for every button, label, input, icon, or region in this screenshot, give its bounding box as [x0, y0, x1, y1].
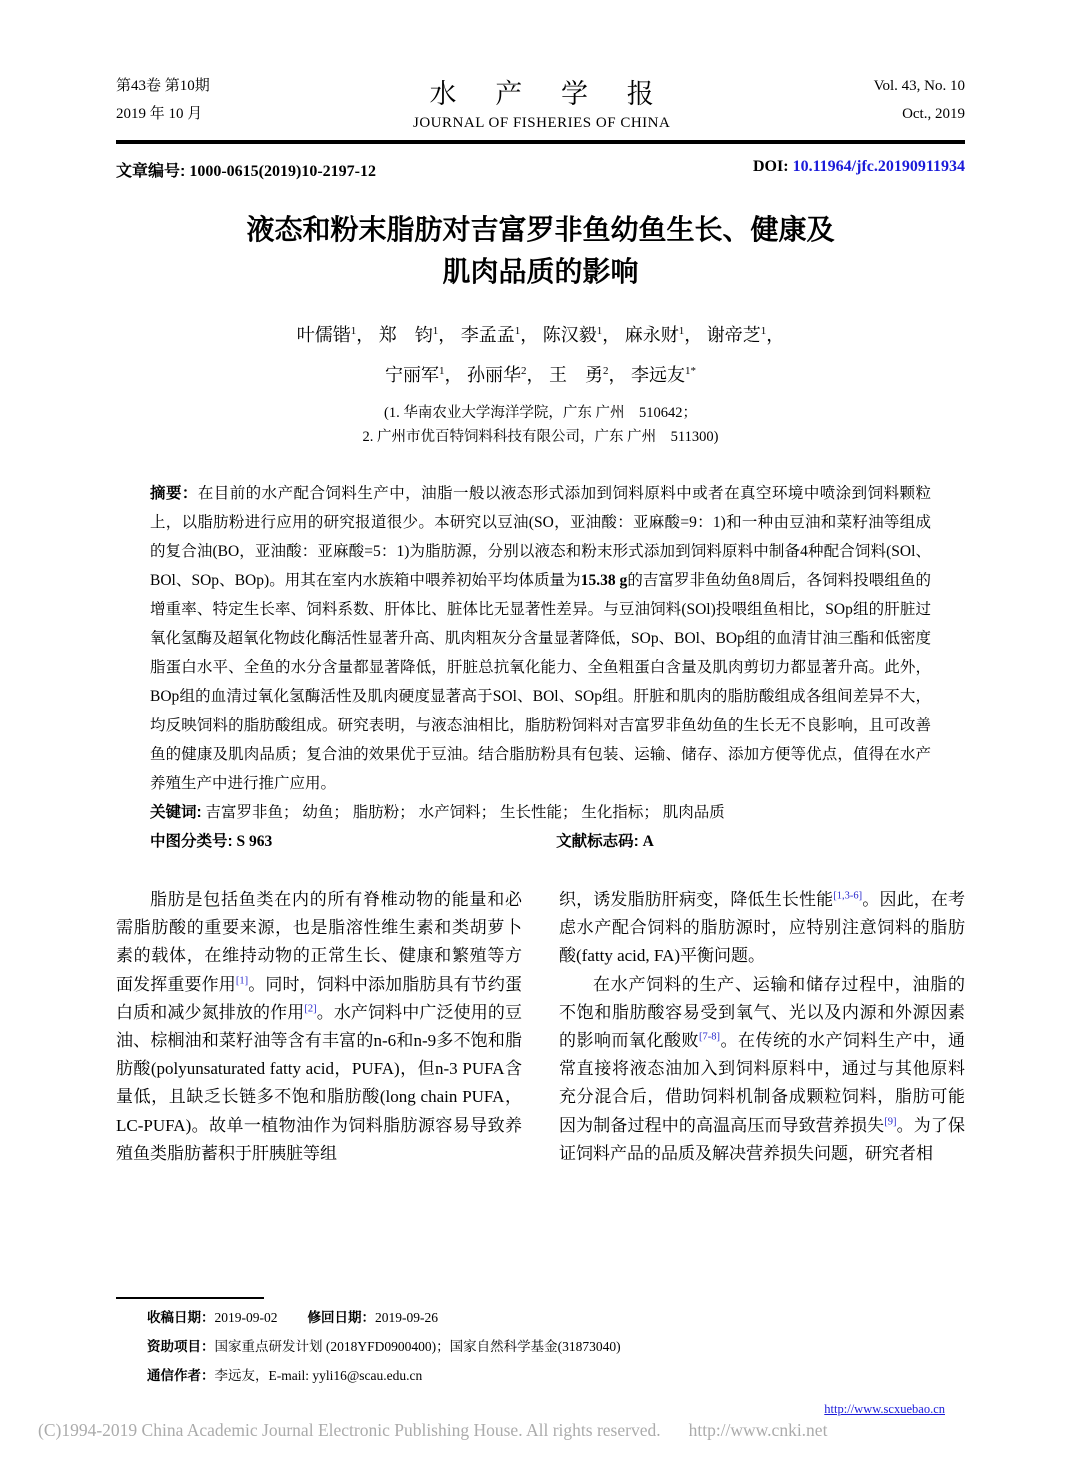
body-text: 。同时，饲料中添加脂肪具有节约蛋白质和减少氮排放的作用	[116, 974, 523, 1022]
author	[379, 325, 461, 345]
corresponding-author-label: 通信作者：	[147, 1368, 215, 1383]
article-number-label: 文章编号:	[116, 163, 186, 180]
header-divider	[116, 140, 965, 144]
abstract-label: 摘要：	[150, 485, 198, 502]
author-affil-sup: 1	[439, 365, 445, 377]
body-text: 。因此，在考虑水产配合饲料的脂肪源时，应特别注意饲料的脂肪酸(fatty acid, FA)平衡问题。	[559, 890, 965, 966]
author	[467, 365, 549, 385]
authors-line1	[116, 313, 965, 353]
author-affil-sup: 1*	[685, 365, 696, 377]
author-separator: ，	[444, 365, 467, 385]
body-text: 在水产饲料的生产、运输和储存过程中，油脂的不饱和脂肪酸容易受到氧气、光以及内源和外源因素的影响而氧化酸败	[559, 974, 965, 1051]
author-name: 李孟孟	[460, 325, 515, 345]
funding-text: 国家重点研发计划 (2018YFD0900400)；国家自然科学基金(31873040)	[214, 1339, 621, 1354]
author-affil-sup: 1	[678, 325, 685, 337]
journal-title-cn: 水 产 学 报	[429, 79, 670, 109]
clc-value: S 963	[236, 833, 273, 850]
footnote-funding	[116, 1332, 965, 1361]
abstract	[150, 479, 931, 798]
right-column	[559, 886, 965, 1204]
author-affil-sup: 2	[521, 365, 527, 377]
author-separator: ，	[602, 325, 625, 345]
issue-cn: 第43卷 第10期	[116, 78, 210, 94]
author	[297, 325, 379, 345]
footnote-dates	[116, 1303, 965, 1332]
author-name: 孙丽华	[467, 365, 521, 385]
author-name: 王 勇	[549, 365, 603, 385]
author-separator: ，	[356, 325, 379, 345]
keywords	[150, 798, 931, 827]
copyright-text: (C)1994-2019 China Academic Journal Electronic Publishing House. All rights reserved.	[38, 1420, 661, 1440]
author-name: 谢帝芝	[706, 325, 761, 345]
author-name: 郑 钧	[378, 325, 433, 345]
date-cn: 2019 年 10 月	[116, 106, 203, 122]
affiliations	[116, 401, 965, 449]
author-name: 麻永财	[624, 325, 679, 345]
footnote-divider	[116, 1297, 264, 1299]
article-number	[116, 158, 376, 181]
author	[461, 325, 543, 345]
footnote-block	[116, 1297, 965, 1390]
body-text: 织，诱发脂肪肝病变，降低生长性能	[559, 890, 834, 909]
journal-issue-en	[874, 72, 965, 132]
affiliation-1: (1. 华南农业大学海洋学院，广东 广州 510642；	[384, 405, 697, 421]
abstract-text-2: 的吉富罗非鱼幼鱼8周后，各饲料投喂组鱼的增重率、特定生长率、饲料系数、肝体比、脏体比无显著性差异。与豆油饲料(SOl)投喂组鱼相比，SOp组的肝脏过氧化氢酶及超氧化物歧化酶活性显著升高、肌肉粗灰分含量显著降低，SOp、BOl、BOp组的血清甘油三酯和低密度脂蛋白水平、全鱼的水分含量都显著降低，肝脏总抗氧化能力、全鱼粗蛋白含量及肌肉剪切力都显著升高。此外，BOp组的血清过氧化氢酶活性及肌肉硬度显著高于SOl、BOl、SOp组。肝脏和肌肉的脂肪酸组成各组间差异不大，均反映饲料的脂肪酸组成。研究表明，与液态油相比，脂肪粉饲料对吉富罗非鱼幼鱼的生长无不良影响，且可改善鱼的健康及肌肉品质；复合油的效果优于豆油。结合脂肪粉具有包装、运输、储存、添加方便等优点，值得在水产养殖生产中进行推广应用。	[150, 572, 931, 792]
abstract-bold-value: 15.38 g	[580, 572, 628, 589]
article-number-value: 1000-0615(2019)10-2197-12	[189, 163, 376, 180]
classification-row	[150, 827, 931, 856]
body-text: 。为了保证饲料产品的品质及解决营养损失问题，研究者相	[559, 1115, 965, 1163]
clc-number	[150, 827, 556, 856]
citation-ref: [7-8]	[699, 1031, 720, 1043]
body-text: 。水产饲料中广泛使用的豆油、棕榈油和菜籽油等含有丰富的n-6和n-9多不饱和脂肪酸(polyunsaturated fatty acid，PUFA)，但n-3 PUFA含量低，且缺乏长链多不饱和脂肪酸(long chain PUFA，LC-PUFA)。故单一植物油作为饲料脂肪源容易导致养殖鱼类脂肪蓄积于肝胰脏等组	[116, 1002, 523, 1163]
body-text: 。在传统的水产饲料生产中，通常直接将液态油加入到饲料原料中，通过与其他原料充分混合后，借助饲料机制备成颗粒饲料，脂肪可能因为制备过程中的高温高压而导致营养损失	[559, 1031, 965, 1135]
clc-label: 中图分类号:	[150, 833, 233, 850]
author	[707, 325, 785, 345]
author	[543, 325, 625, 345]
author	[631, 365, 696, 385]
author-name: 宁丽军	[385, 365, 439, 385]
received-date-label: 收稿日期：	[147, 1310, 215, 1325]
received-date: 2019-09-02	[214, 1310, 278, 1325]
author	[625, 325, 707, 345]
cnki-url: http://www.cnki.net	[688, 1420, 828, 1440]
author-affil-sup: 1	[514, 325, 521, 337]
journal-website-link[interactable]: http://www.scxuebao.cn	[824, 1402, 945, 1416]
doi-link[interactable]: 10.11964/jfc.20190911934	[792, 158, 965, 175]
document-code-value: A	[642, 833, 654, 850]
revised-date: 2019-09-26	[375, 1310, 438, 1325]
footnote-corresponding	[116, 1361, 965, 1390]
author-separator: ，	[684, 325, 707, 345]
affiliation-2: 2. 广州市优百特饲料科技有限公司，广东 广州 511300)	[362, 429, 719, 445]
journal-title-block	[413, 72, 670, 132]
citation-ref: [2]	[304, 1003, 317, 1015]
authors-line2	[116, 353, 965, 393]
document-code	[556, 827, 654, 856]
document-code-label: 文献标志码:	[556, 833, 639, 850]
author-separator: ，	[608, 365, 631, 385]
author-affil-sup: 1	[760, 325, 767, 337]
author-separator: ，	[526, 365, 549, 385]
author	[549, 365, 631, 385]
author-affil-sup: 1	[596, 325, 603, 337]
body-text: 脂肪是包括鱼类在内的所有脊椎动物的能量和必需脂肪酸的重要来源，也是脂溶性维生素和类胡萝卜素的载体，在维持动物的正常生长、健康和繁殖等方面发挥重要作用	[116, 890, 522, 994]
author-separator: ，	[520, 325, 543, 345]
funding-label: 资助项目：	[147, 1339, 215, 1354]
issue-en: Vol. 43, No. 10	[873, 78, 965, 94]
citation-ref: [9]	[884, 1115, 897, 1127]
journal-header	[116, 72, 965, 132]
author-affil-sup: 2	[603, 365, 609, 377]
author	[385, 365, 467, 385]
author-separator: ，	[438, 325, 461, 345]
author-name: 叶儒锴	[296, 325, 351, 345]
author-name: 李远友	[631, 365, 685, 385]
date-en: Oct., 2019	[902, 106, 965, 122]
journal-issue-cn	[116, 72, 210, 132]
paper-title-line1: 液态和粉末脂肪对吉富罗非鱼幼鱼生长、健康及	[246, 214, 835, 245]
body-columns	[116, 886, 965, 1204]
body-paragraph-2	[559, 971, 965, 1168]
citation-ref: [1]	[235, 974, 249, 986]
author-affil-sup: 1	[432, 325, 439, 337]
corresponding-author-text: 李远友，E-mail: yyli16@scau.edu.cn	[214, 1368, 423, 1383]
copyright-line	[38, 1420, 827, 1441]
author-name: 陈汉毅	[542, 325, 597, 345]
abstract-text-1: 在目前的水产配合饲料生产中，油脂一般以液态形式添加到饲料原料中或者在真空环境中喷涂到饲料颗粒上，以脂肪粉进行应用的研究报道很少。本研究以豆油(SO，亚油酸：亚麻酸=9：1)和一种由豆油和菜籽油等组成的复合油(BO，亚油酸：亚麻酸=5：1)为脂肪源，分别以液态和粉末形式添加到饲料原料中制备4种配合饲料(SOl、BOl、SOp、BOp)。用其在室内水族箱中喂养初始平均体质量为	[150, 485, 931, 589]
keywords-text: 吉富罗非鱼； 幼鱼； 脂肪粉； 水产饲料； 生长性能； 生化指标； 肌肉品质	[205, 804, 725, 821]
author-affil-sup: 1	[350, 325, 357, 337]
paper-title	[116, 209, 965, 293]
citation-ref: [1,3-6]	[833, 890, 863, 902]
left-column	[116, 886, 522, 1204]
article-meta-row	[116, 158, 965, 181]
revised-date-pair	[308, 1310, 439, 1325]
doi	[753, 158, 965, 181]
author-separator: ，	[766, 325, 785, 345]
paper-title-line2: 肌肉品质的影响	[442, 256, 639, 287]
body-paragraph-1	[116, 886, 522, 1168]
doi-label: DOI:	[753, 158, 789, 175]
keywords-label: 关键词:	[150, 804, 202, 821]
revised-date-label: 修回日期：	[307, 1310, 375, 1325]
body-paragraph-1-continued	[559, 886, 965, 971]
journal-title-en: JOURNAL OF FISHERIES OF CHINA	[413, 115, 671, 131]
